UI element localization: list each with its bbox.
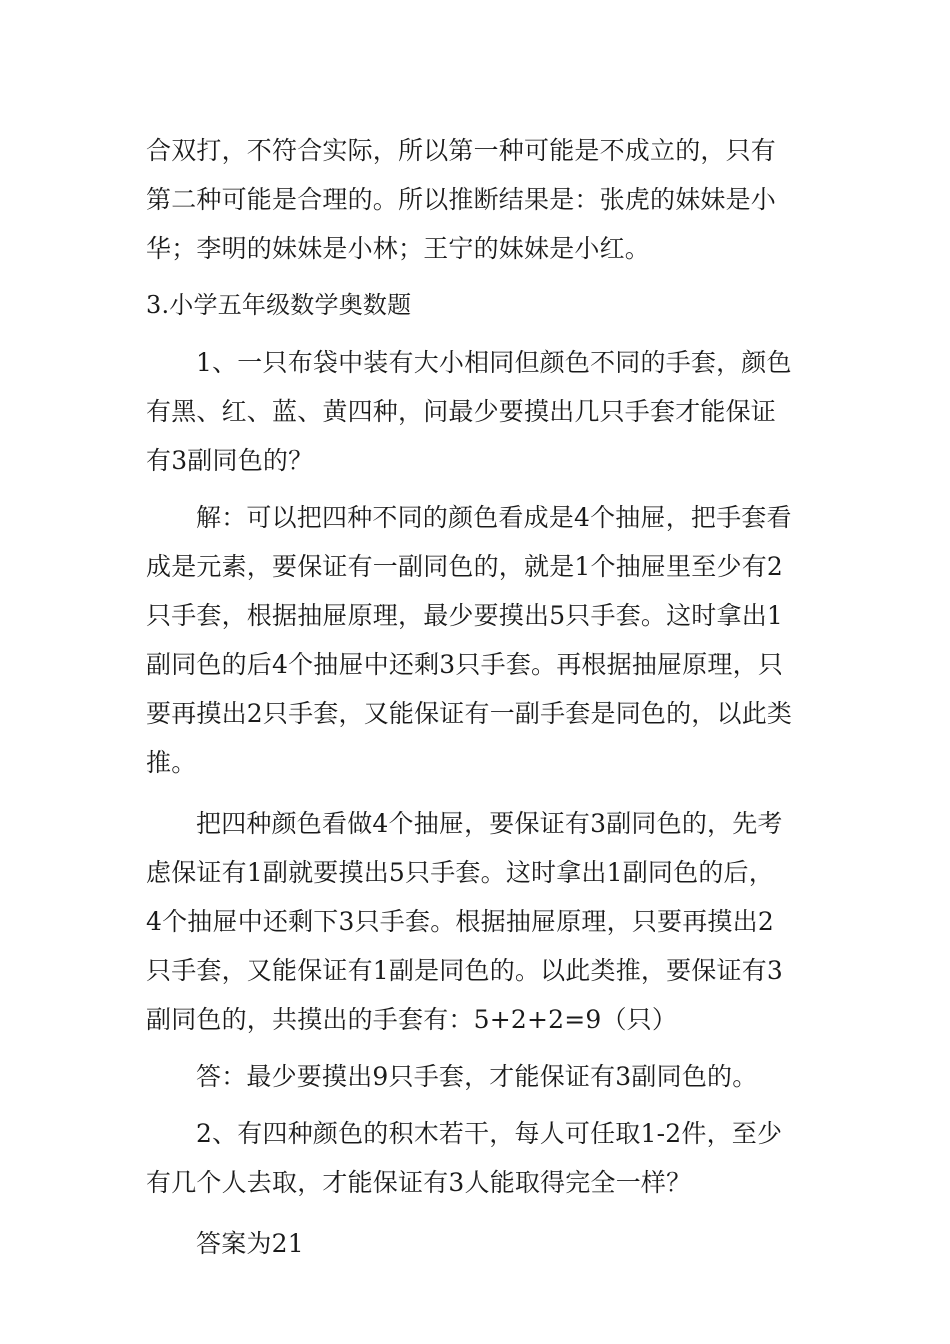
solution-line: 只手套，根据抽屉原理，最少要摸出5只手套。这时拿出1 bbox=[146, 601, 784, 630]
question-1-line: 1、一只布袋中装有大小相同但颜色不同的手套，颜色 bbox=[196, 348, 792, 377]
question-2-line: 2、有四种颜色的积木若干，每人可任取1-2件，至少 bbox=[196, 1119, 783, 1148]
solution-line: 副同色的后4个抽屉中还剩3只手套。再根据抽屉原理，只 bbox=[146, 650, 784, 679]
explanation-line: 虑保证有1副就要摸出5只手套。这时拿出1副同色的后， bbox=[146, 858, 774, 887]
solution-line: 要再摸出2只手套，又能保证有一副手套是同色的，以此类 bbox=[146, 699, 793, 728]
explanation-line: 只手套，又能保证有1副是同色的。以此类推，要保证有3 bbox=[146, 956, 784, 985]
answer-line: 答：最少要摸出9只手套，才能保证有3副同色的。 bbox=[196, 1062, 758, 1091]
text-line: 合双打，不符合实际，所以第一种可能是不成立的，只有 bbox=[146, 136, 777, 165]
explanation-line: 4个抽屉中还剩下3只手套。根据抽屉原理，只要再摸出2 bbox=[146, 907, 774, 936]
solution-line: 解：可以把四种不同的颜色看成是4个抽屉，把手套看 bbox=[196, 503, 792, 532]
solution-line: 推。 bbox=[146, 748, 197, 777]
question-1-line: 有3副同色的？ bbox=[146, 446, 314, 475]
explanation-line: 把四种颜色看做4个抽屉，要保证有3副同色的，先考 bbox=[196, 809, 783, 838]
answer-line: 答案为21 bbox=[196, 1229, 304, 1258]
text-line: 华；李明的妹妹是小林；王宁的妹妹是小红。 bbox=[146, 234, 651, 263]
question-2-line: 有几个人去取，才能保证有3人能取得完全一样？ bbox=[146, 1168, 692, 1197]
text-line: 第二种可能是合理的。所以推断结果是：张虎的妹妹是小 bbox=[146, 185, 777, 214]
solution-line: 成是元素，要保证有一副同色的，就是1个抽屉里至少有2 bbox=[146, 552, 784, 581]
section-heading: 3.小学五年级数学奥数题 bbox=[146, 291, 412, 319]
question-1-line: 有黑、红、蓝、黄四种，问最少要摸出几只手套才能保证 bbox=[146, 397, 777, 426]
explanation-line: 副同色的，共摸出的手套有：5+2+2=9（只） bbox=[146, 1005, 678, 1034]
document-page bbox=[146, 126, 812, 1268]
